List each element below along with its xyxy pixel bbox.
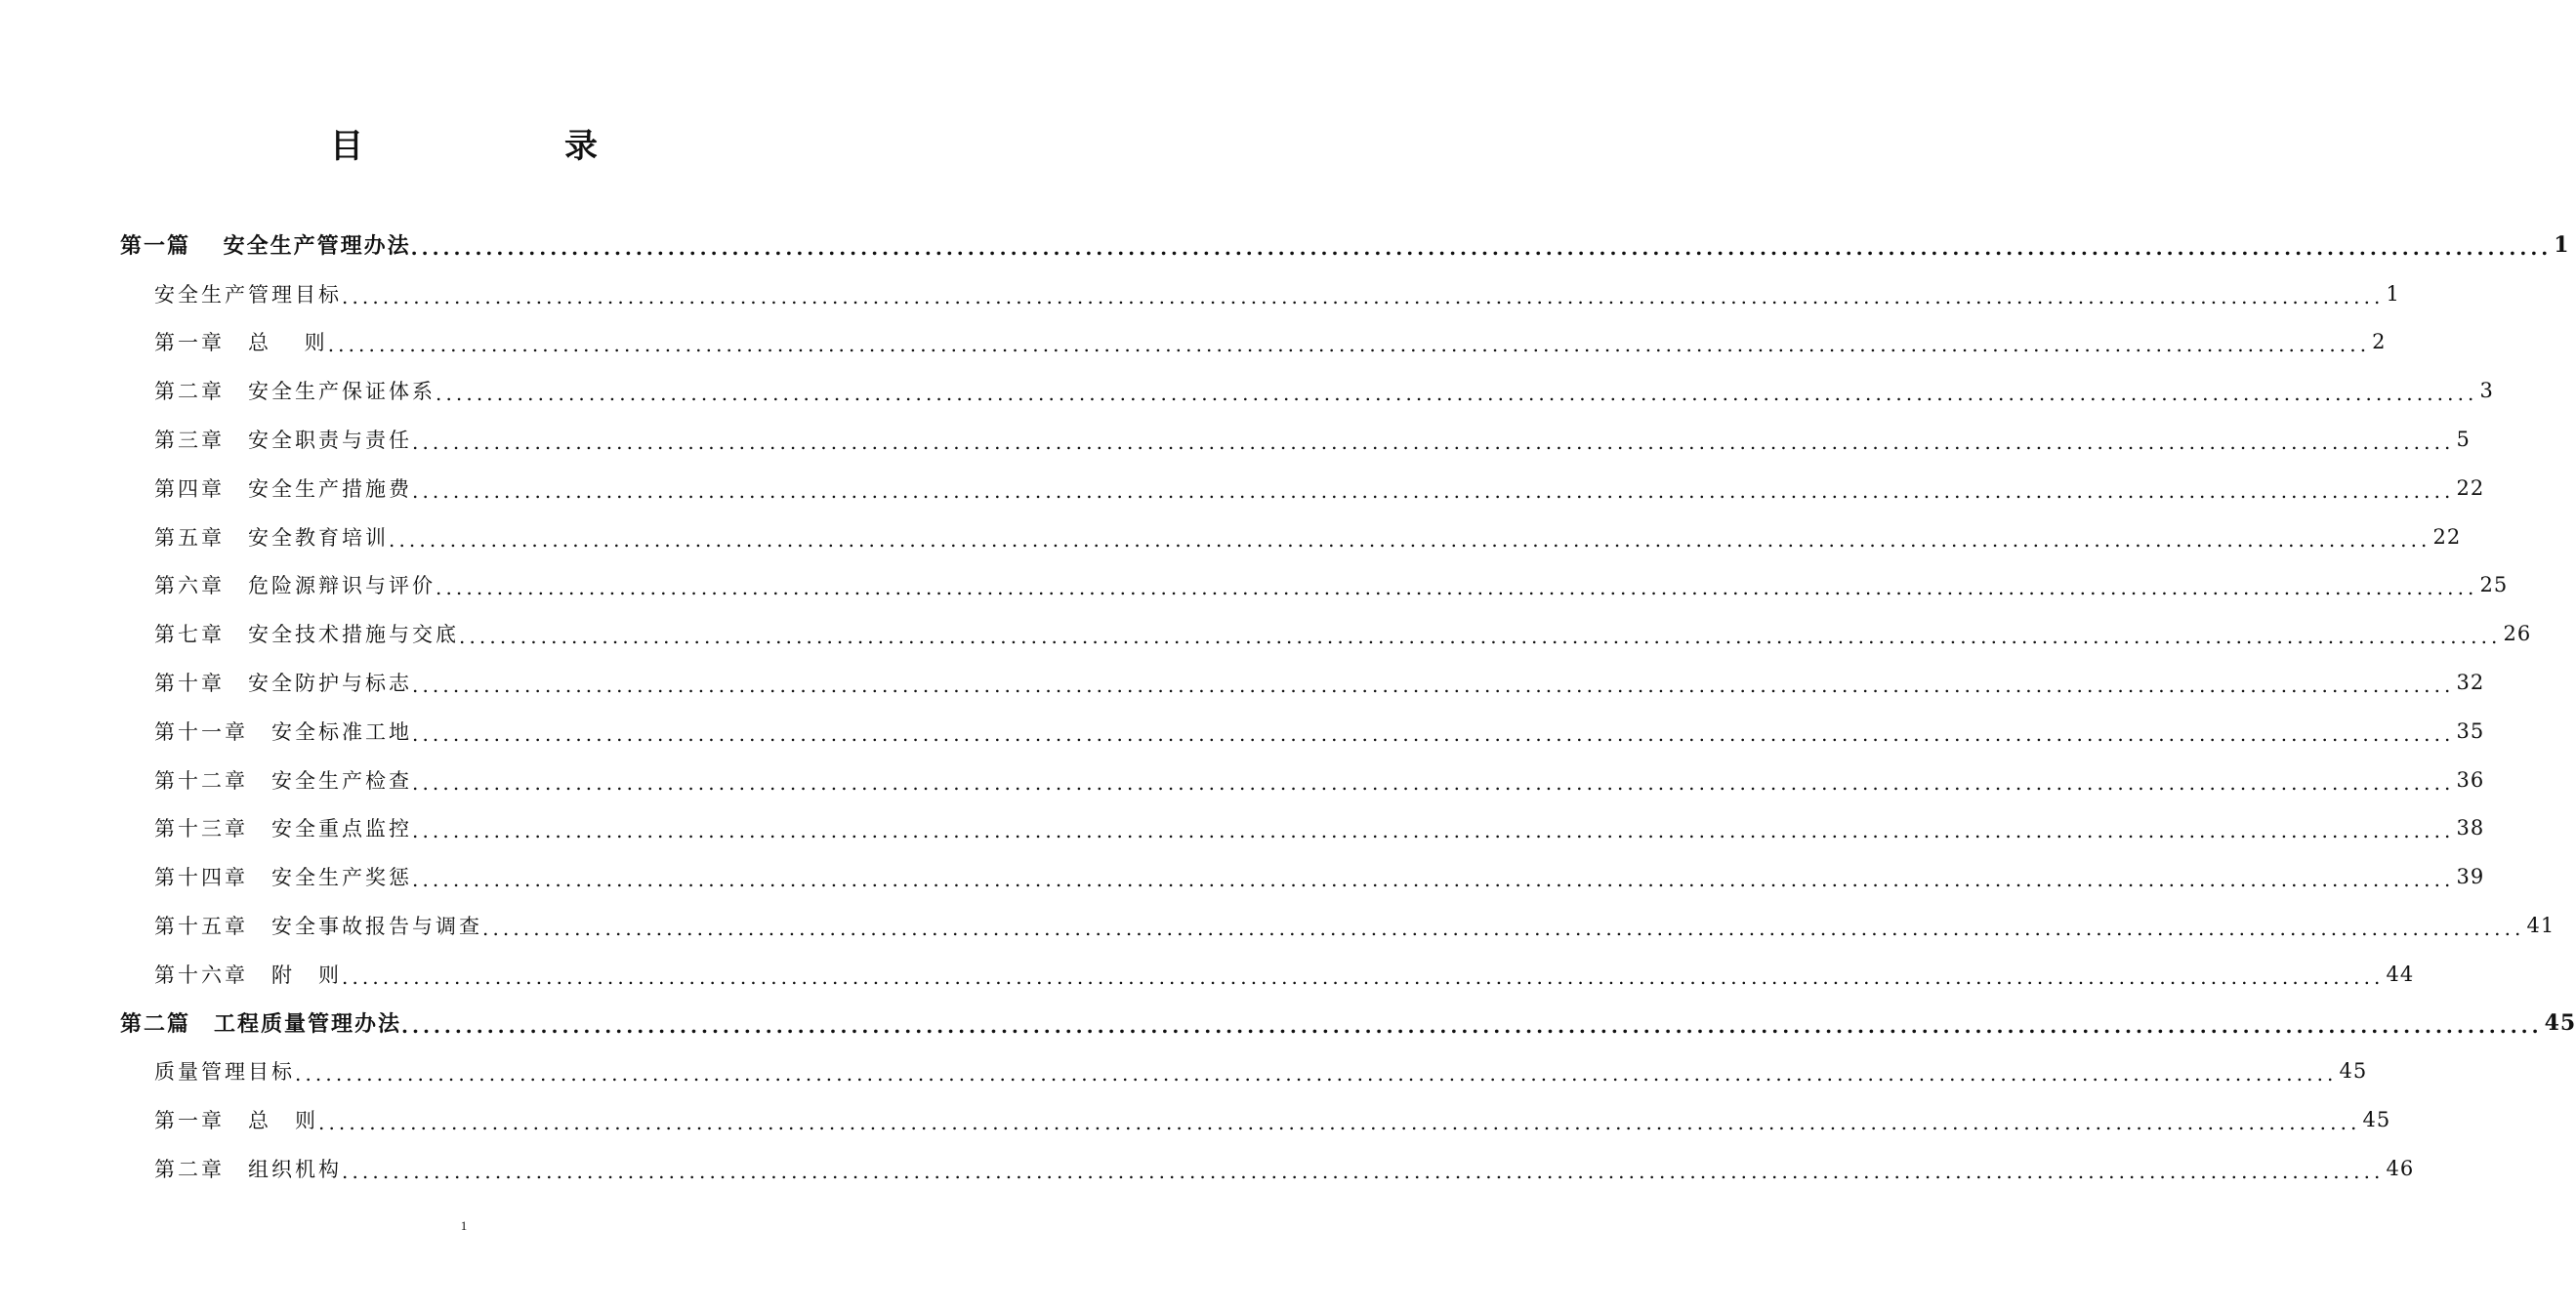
toc-entry-page: 5 [2456, 428, 2471, 452]
toc-entry-label: 第十四章 安全生产奖惩 [154, 862, 412, 891]
toc-dot-leader: ........................................................................................................................................................................................................ [412, 478, 2455, 503]
page-title: 目 录 [330, 127, 643, 166]
toc-dot-leader: ........................................................................................................................................................................................................ [436, 576, 2478, 600]
table-of-contents [0, 221, 2576, 1193]
toc-entry-page: 36 [2456, 767, 2485, 792]
toc-entry-label: 第五章 安全教育培训 [154, 522, 389, 552]
toc-chapter-entry[interactable] [154, 464, 2485, 512]
toc-dot-leader: ........................................................................................................................................................................................................ [401, 1013, 2543, 1038]
toc-dot-leader: ........................................................................................................................................................................................................ [342, 284, 2385, 308]
toc-entry-page: 45 [2362, 1108, 2391, 1132]
toc-entry-page: 1 [2386, 281, 2400, 306]
toc-entry-page: 22 [2432, 524, 2462, 549]
toc-entry-page: 26 [2503, 622, 2532, 646]
toc-chapter-entry[interactable] [154, 658, 2485, 707]
toc-dot-leader: ........................................................................................................................................................................................................ [412, 721, 2455, 746]
toc-chapter-entry[interactable] [154, 1047, 2368, 1096]
toc-entry-page: 32 [2456, 671, 2485, 695]
toc-entry-label: 第一章 总 则 [154, 327, 328, 356]
toc-entry-label: 第一章 总 则 [154, 1105, 318, 1134]
toc-entry-page: 45 [2544, 1009, 2576, 1036]
toc-entry-label: 质量管理目标 [154, 1056, 295, 1086]
toc-entry-label: 第二章 组织机构 [154, 1154, 342, 1183]
toc-chapter-entry[interactable] [154, 804, 2485, 853]
toc-entry-page: 44 [2386, 962, 2415, 986]
toc-chapter-entry[interactable] [154, 609, 2532, 658]
toc-entry-label: 第十章 安全防护与标志 [154, 668, 412, 697]
toc-entry-page: 22 [2456, 475, 2485, 500]
toc-entry-page: 46 [2386, 1157, 2415, 1181]
footer-page-number: 1 [460, 1218, 468, 1233]
toc-entry-label: 第二篇 工程质量管理办法 [120, 1007, 401, 1038]
toc-dot-leader: ........................................................................................................................................................................................................ [412, 868, 2455, 892]
toc-dot-leader: ........................................................................................................................................................................................................ [412, 430, 2455, 455]
toc-entry-label: 第十一章 安全标准工地 [154, 717, 412, 746]
toc-dot-leader: ........................................................................................................................................................................................................ [459, 625, 2502, 649]
toc-chapter-entry[interactable] [154, 561, 2509, 610]
toc-entry-label: 第四章 安全生产措施费 [154, 473, 412, 503]
toc-entry-page: 35 [2456, 718, 2485, 743]
toc-dot-leader: ........................................................................................................................................................................................................ [412, 770, 2455, 795]
toc-dot-leader: ........................................................................................................................................................................................................ [412, 819, 2455, 843]
toc-entry-page: 39 [2456, 865, 2485, 889]
toc-entry-page: 1 [2554, 231, 2570, 258]
toc-entry-label: 第二章 安全生产保证体系 [154, 376, 436, 405]
toc-entry-label: 安全生产管理目标 [154, 279, 342, 308]
toc-dot-leader: ........................................................................................................................................................................................................ [482, 917, 2525, 941]
toc-dot-leader: ........................................................................................................................................................................................................ [410, 235, 2553, 260]
toc-entry-label: 第七章 安全技术措施与交底 [154, 619, 459, 648]
toc-chapter-entry[interactable] [154, 269, 2400, 318]
toc-dot-leader: ........................................................................................................................................................................................................ [342, 964, 2385, 989]
toc-chapter-entry[interactable] [154, 366, 2494, 415]
toc-dot-leader: ........................................................................................................................................................................................................ [342, 1160, 2385, 1184]
toc-entry-page: 38 [2456, 816, 2485, 840]
toc-dot-leader: ........................................................................................................................................................................................................ [327, 333, 2371, 357]
toc-entry-page: 2 [2372, 330, 2387, 354]
toc-entry-label: 第一篇 安全生产管理办法 [120, 229, 411, 260]
toc-chapter-entry[interactable] [154, 901, 2555, 950]
toc-entry-label: 第十二章 安全生产检查 [154, 765, 412, 795]
toc-chapter-entry[interactable] [154, 318, 2387, 367]
toc-entry-page: 41 [2526, 914, 2555, 938]
toc-chapter-entry[interactable] [154, 415, 2471, 464]
toc-part-entry[interactable] [120, 221, 2570, 269]
toc-chapter-entry[interactable] [154, 707, 2485, 756]
toc-chapter-entry[interactable] [154, 1144, 2415, 1193]
toc-chapter-entry[interactable] [154, 756, 2485, 804]
toc-dot-leader: ........................................................................................................................................................................................................ [295, 1062, 2338, 1086]
toc-entry-label: 第十三章 安全重点监控 [154, 813, 412, 842]
toc-dot-leader: ........................................................................................................................................................................................................ [389, 527, 2431, 552]
toc-dot-leader: ........................................................................................................................................................................................................ [318, 1111, 2361, 1135]
toc-chapter-entry[interactable] [154, 512, 2462, 561]
toc-chapter-entry[interactable] [154, 852, 2485, 901]
toc-entry-label: 第三章 安全职责与责任 [154, 425, 412, 454]
toc-entry-label: 第十五章 安全事故报告与调查 [154, 911, 482, 940]
toc-dot-leader: ........................................................................................................................................................................................................ [412, 674, 2455, 698]
toc-part-entry[interactable] [120, 999, 2576, 1047]
toc-entry-label: 第六章 危险源辩识与评价 [154, 570, 436, 599]
toc-entry-page: 25 [2479, 573, 2509, 597]
toc-chapter-entry[interactable] [154, 950, 2415, 999]
toc-entry-page: 45 [2339, 1059, 2368, 1084]
toc-dot-leader: ........................................................................................................................................................................................................ [436, 382, 2478, 406]
toc-entry-label: 第十六章 附 则 [154, 960, 342, 989]
toc-entry-page: 3 [2479, 379, 2494, 403]
toc-chapter-entry[interactable] [154, 1095, 2391, 1144]
